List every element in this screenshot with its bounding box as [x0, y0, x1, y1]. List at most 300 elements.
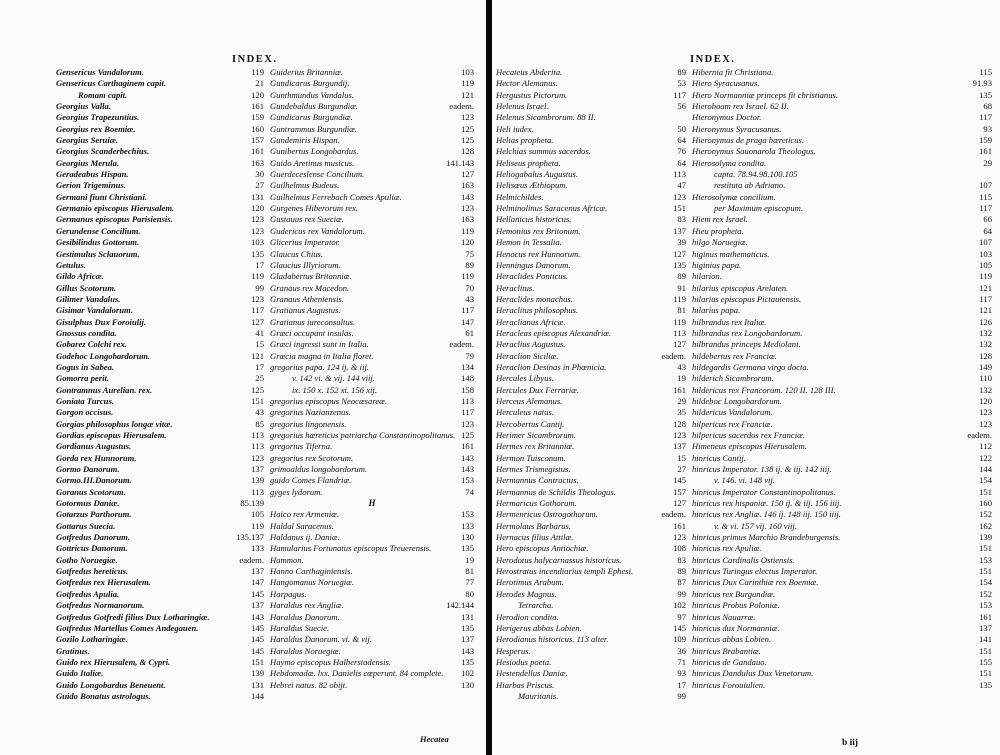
index-entry	[270, 430, 474, 441]
entry-term: hinricus rex Angliæ. 146 ij. 148 iij. 150 iiij.	[692, 509, 841, 520]
index-entry	[692, 112, 992, 123]
entry-page-number: 108	[673, 543, 686, 554]
entry-page-number: 163	[461, 180, 474, 191]
entry-page-number: 144	[979, 464, 992, 475]
entry-term: hinricus de Gandauo.	[692, 656, 767, 667]
entry-term: Germanus episcopus Parisiensis.	[56, 214, 173, 225]
page-header-right: INDEX.	[690, 54, 736, 65]
entry-page-number: 151	[251, 656, 264, 667]
index-entry	[56, 487, 264, 498]
entry-term: Hermolaus Barbarus.	[496, 520, 571, 531]
index-entry	[496, 691, 686, 702]
index-entry	[56, 521, 264, 532]
entry-term: Georgius Scanderbechius.	[56, 146, 150, 157]
entry-page-number: 61	[465, 327, 474, 338]
index-entry	[56, 339, 264, 350]
index-entry	[496, 521, 686, 532]
index-entry	[56, 271, 264, 282]
entry-term: Heraclitus philosophus.	[496, 305, 579, 316]
entry-page-number: 35	[677, 407, 686, 418]
entry-page-number: 163	[461, 214, 474, 225]
entry-term: Hibernia fit Christiana.	[692, 67, 774, 77]
index-entry	[496, 668, 686, 679]
entry-term: Gorgias philosophus longæ vitæ.	[56, 418, 173, 429]
entry-page-number: 41	[255, 327, 264, 338]
index-entry	[270, 146, 474, 157]
index-entry	[56, 112, 264, 123]
entry-term: Gotho Noruegiæ.	[56, 554, 118, 565]
index-entry	[496, 351, 686, 362]
index-entry	[496, 271, 686, 282]
index-entry	[692, 180, 992, 191]
entry-page-number: 145	[673, 475, 686, 486]
entry-page-number: 122	[979, 452, 992, 463]
entry-term: gregorius papa. 124 ij. & iij.	[270, 361, 369, 372]
entry-page-number: 157	[251, 135, 264, 146]
entry-page-number: 132	[979, 339, 992, 350]
index-entry	[270, 657, 474, 668]
index-entry	[56, 646, 264, 657]
entry-term: Gladabertus Britanniæ.	[270, 271, 352, 282]
entry-term: Haraldus Danorum.	[270, 611, 340, 622]
entry-term: Henocus rex Hunnorum.	[496, 248, 581, 259]
index-entry	[56, 555, 264, 566]
entry-term: Herodianus historicus. 113 alter.	[496, 634, 609, 645]
entry-term: Himeneus episcopus Hierusalem.	[692, 441, 807, 452]
entry-page-number: 120	[251, 89, 264, 100]
entry-page-number: 76	[677, 146, 686, 157]
entry-page-number: 36	[677, 645, 686, 656]
entry-page-number: 130	[461, 679, 474, 690]
entry-page-number: 143	[251, 611, 264, 622]
index-entry	[692, 657, 992, 668]
entry-page-number: 161	[251, 101, 264, 112]
index-entry	[496, 419, 686, 430]
entry-term: Gratianus Augustus.	[270, 305, 341, 316]
entry-term: Hieronymus Sauonarola Theologus.	[692, 146, 816, 157]
entry-term: Hieronymus Syracusanus.	[692, 123, 782, 134]
index-entry	[270, 385, 474, 396]
entry-page-number: 143	[461, 645, 474, 656]
index-entry	[56, 101, 264, 112]
index-entry	[56, 192, 264, 203]
entry-page-number: 157	[673, 486, 686, 497]
index-entry	[496, 214, 686, 225]
index-column-right-2	[692, 67, 992, 691]
entry-term: Gotfredus hereticus.	[56, 566, 129, 577]
index-entry	[270, 351, 474, 362]
entry-term: Guiderius Britanniæ.	[270, 67, 344, 77]
entry-page-number: 125	[461, 123, 474, 134]
entry-page-number: 105	[251, 509, 264, 520]
entry-page-number: 117	[979, 293, 992, 304]
entry-page-number: 107	[979, 180, 992, 191]
entry-term: Gerion Trigeminus.	[56, 180, 126, 191]
entry-term: Haraldus rex Angliæ.	[270, 600, 344, 611]
entry-term: hinricus rex Burgundiæ.	[692, 588, 776, 599]
entry-page-number: 145	[251, 634, 264, 645]
index-entry	[692, 169, 992, 180]
index-entry	[496, 339, 686, 350]
entry-term: Gotarzus Parthorum.	[56, 509, 132, 520]
entry-page-number: 70	[465, 282, 474, 293]
index-entry	[270, 589, 474, 600]
entry-page-number: 103	[461, 67, 474, 77]
index-entry	[496, 475, 686, 486]
entry-term: hinricus Nauarræ.	[692, 611, 756, 622]
index-entry	[692, 600, 992, 611]
entry-page-number: 153	[979, 554, 992, 565]
entry-term: Hiero Syracusanus.	[692, 78, 760, 89]
index-entry	[270, 158, 474, 169]
entry-page-number: 159	[251, 112, 264, 123]
entry-page-number: eadem.	[239, 554, 264, 565]
entry-page-number: 119	[251, 520, 264, 531]
index-entry	[270, 566, 474, 577]
entry-term: Gontramnus Aurelian. rex.	[56, 384, 153, 395]
index-entry	[270, 180, 474, 191]
index-entry	[496, 623, 686, 634]
entry-term: Hemonius rex Britonum.	[496, 225, 581, 236]
entry-term: Heraclion Siciliæ.	[496, 350, 559, 361]
entry-term: Heraclion Desinas in Phœnicia.	[496, 361, 607, 372]
index-entry	[56, 577, 264, 588]
entry-term: Herodes Magnus.	[496, 588, 557, 599]
index-entry	[496, 362, 686, 373]
entry-term: hilpericus rex Franciæ.	[692, 418, 773, 429]
index-entry	[270, 464, 474, 475]
entry-page-number: 17	[677, 679, 686, 690]
entry-page-number: 68	[983, 101, 992, 112]
index-entry	[56, 691, 264, 702]
entry-term: Hierosolyma condita.	[692, 157, 767, 168]
entry-page-number: 139	[251, 475, 264, 486]
entry-term: Germani fiunt Christiani.	[56, 191, 147, 202]
entry-term: capta. 78.94.98.100.105	[714, 169, 798, 180]
index-entry	[496, 657, 686, 668]
entry-page-number: 161	[251, 146, 264, 157]
index-entry	[496, 260, 686, 271]
index-entry	[56, 509, 264, 520]
entry-page-number: 121	[979, 282, 992, 293]
index-entry	[56, 214, 264, 225]
index-entry	[692, 419, 992, 430]
index-entry	[270, 612, 474, 623]
entry-term: Gordias episcopus Hierusalem.	[56, 430, 167, 440]
index-entry	[56, 543, 264, 554]
index-entry	[692, 623, 992, 634]
entry-term: Helchias summus sacerdos.	[496, 146, 591, 157]
entry-term: ix. 150 x. 152 xi. 156 xij.	[292, 384, 377, 395]
entry-term: Gensericus Vandalorum.	[56, 67, 144, 77]
entry-term: Georgius Merula.	[56, 157, 120, 168]
entry-term: Gunibertus Longobardus.	[270, 146, 359, 157]
index-entry	[692, 521, 992, 532]
index-entry	[692, 305, 992, 316]
entry-term: gyges lydorum.	[270, 486, 323, 497]
entry-page-number: eadem.	[661, 350, 686, 361]
index-entry	[496, 101, 686, 112]
index-entry	[496, 509, 686, 520]
entry-page-number: 85.139	[240, 498, 264, 509]
entry-term: Hercobertus Cantij.	[496, 418, 565, 429]
entry-term: Haico rex Armeniæ.	[270, 509, 339, 520]
entry-term: Herodotus halycarnassus historicus.	[496, 554, 622, 565]
entry-term: Gerundense Concilium.	[56, 225, 141, 236]
index-entry	[56, 464, 264, 475]
entry-term: Heli iudex.	[496, 123, 534, 134]
entry-page-number: 102	[461, 668, 474, 679]
index-entry	[56, 634, 264, 645]
entry-term: Hieronymus de praga hæreticus.	[692, 135, 805, 146]
index-entry	[270, 260, 474, 271]
entry-page-number: 119	[979, 271, 992, 282]
entry-page-number: 113	[673, 327, 686, 338]
entry-page-number: eadem.	[449, 101, 474, 112]
entry-term: Hiem rex Israel.	[692, 214, 748, 225]
index-entry	[56, 419, 264, 430]
index-entry	[56, 430, 264, 441]
entry-page-number: 125	[461, 430, 474, 440]
index-entry	[496, 249, 686, 260]
entry-term: Gordianus Augustus.	[56, 441, 132, 452]
index-entry	[496, 646, 686, 657]
entry-term: Gunthmundus Vandalus.	[270, 89, 355, 100]
entry-page-number: 141.143	[446, 157, 474, 168]
entry-term: Guilhelmus Ferrebach Comes Apuliæ.	[270, 191, 402, 202]
entry-page-number: 125	[251, 384, 264, 395]
entry-page-number: 161	[673, 520, 686, 531]
entry-page-number: 151	[979, 668, 992, 679]
entry-page-number: 117	[979, 203, 992, 214]
index-entry	[270, 396, 474, 407]
entry-page-number: 127	[673, 498, 686, 509]
entry-term: Gisulphus Dux Foroiulij.	[56, 316, 147, 327]
entry-page-number: 89	[677, 271, 686, 282]
index-entry	[496, 328, 686, 339]
index-entry	[692, 589, 992, 600]
index-entry	[56, 226, 264, 237]
index-entry	[56, 328, 264, 339]
index-entry	[270, 634, 474, 645]
entry-page-number: 50	[677, 123, 686, 134]
entry-page-number: 113	[251, 430, 264, 440]
index-entry	[56, 441, 264, 452]
entry-page-number: 132	[979, 327, 992, 338]
index-entry	[496, 169, 686, 180]
entry-term: Guido Italiæ.	[56, 668, 104, 679]
entry-term: Herimer Sicambrorum.	[496, 430, 576, 440]
index-entry	[270, 475, 474, 486]
index-entry	[56, 532, 264, 543]
index-entry	[56, 237, 264, 248]
index-entry	[56, 351, 264, 362]
entry-page-number: 161	[979, 611, 992, 622]
entry-term: Guido Aretinus musicus.	[270, 157, 355, 168]
entry-term: hinricus dux Normanniæ.	[692, 622, 780, 633]
entry-term: Gotfredus Danorum.	[56, 532, 131, 543]
entry-page-number: 115	[979, 191, 992, 202]
entry-page-number: 127	[251, 316, 264, 327]
entry-page-number: 161	[673, 384, 686, 395]
entry-term: Gozilo Lotharingiæ.	[56, 634, 128, 645]
entry-page-number: 133	[461, 520, 474, 531]
entry-term: Tetrarcha.	[518, 600, 554, 611]
entry-term: Heliseus propheta.	[496, 157, 561, 168]
entry-term: Hamularius Fortunatus episcopus Treuerensis.	[270, 543, 432, 554]
entry-term: Guilhelmus Budeus.	[270, 180, 340, 191]
entry-page-number: 143	[461, 464, 474, 475]
entry-term: Hermenricus Ostrogothorum.	[496, 509, 598, 520]
entry-term: guido Comes Flandriæ.	[270, 475, 352, 486]
entry-term: Gnossus condita.	[56, 327, 117, 338]
entry-term: grimoaldus longobardorum.	[270, 464, 368, 475]
index-entry	[692, 430, 992, 441]
index-entry	[270, 237, 474, 248]
index-entry	[496, 532, 686, 543]
index-entry	[496, 305, 686, 316]
entry-term: hinricus abbas Lobien.	[692, 634, 772, 645]
entry-term: hinricus Turingus electus Imperator.	[692, 566, 818, 577]
entry-term: Gotfredus Apulia.	[56, 588, 120, 599]
entry-page-number: 25	[255, 373, 264, 384]
page-header-left: INDEX.	[232, 54, 278, 65]
entry-term: Haraldus Danorum. vi. & vij.	[270, 634, 372, 645]
index-entry	[692, 237, 992, 248]
entry-page-number: 119	[673, 293, 686, 304]
entry-page-number: 27	[255, 180, 264, 191]
entry-page-number: 113	[461, 395, 474, 406]
index-entry	[692, 214, 992, 225]
entry-term: Hernacus filius Attilæ.	[496, 532, 574, 543]
entry-page-number: 127	[673, 248, 686, 259]
entry-page-number: 109	[673, 634, 686, 645]
index-entry	[270, 600, 474, 611]
index-entry	[692, 362, 992, 373]
entry-page-number: 128	[673, 418, 686, 429]
entry-page-number: 151	[979, 543, 992, 554]
entry-page-number: 141	[979, 634, 992, 645]
entry-page-number: 137	[461, 634, 474, 645]
entry-page-number: 103	[979, 248, 992, 259]
entry-term: Hieronymus Doctor.	[692, 112, 762, 123]
entry-page-number: 119	[251, 271, 264, 282]
entry-page-number: 133	[251, 543, 264, 554]
entry-term: Heraclitus.	[496, 282, 535, 293]
index-entry	[692, 509, 992, 520]
entry-page-number: 123	[673, 430, 686, 440]
entry-page-number: 64	[677, 135, 686, 146]
entry-page-number: 21	[255, 78, 264, 89]
entry-term: Gotfredus Gotfredi filius Dux Lotharingiæ.	[56, 611, 210, 622]
entry-page-number: 128	[461, 146, 474, 157]
entry-term: v. 146. vi. 148 vij.	[714, 475, 775, 486]
index-entry	[496, 294, 686, 305]
entry-page-number: eadem.	[449, 339, 474, 350]
entry-term: Gormo.III.Danorum.	[56, 475, 132, 486]
entry-page-number: 123	[251, 214, 264, 225]
index-entry	[270, 305, 474, 316]
entry-page-number: 147	[461, 316, 474, 327]
index-entry	[270, 169, 474, 180]
entry-term: Hecateus Abderita.	[496, 67, 563, 77]
index-entry	[56, 362, 264, 373]
entry-term: Gundicarus Burgundiæ.	[270, 112, 353, 123]
entry-term: hilbrandus rex Longobardorum.	[692, 327, 803, 338]
entry-term: Hanno Carthaginiensis.	[270, 566, 353, 577]
index-entry	[270, 328, 474, 339]
entry-term: hilgo Noruegiæ.	[692, 237, 748, 248]
index-column-right-1	[496, 67, 686, 702]
entry-term: Glicerius Imperator.	[270, 237, 341, 248]
entry-page-number: 56	[677, 101, 686, 112]
section-letter-text: H	[368, 498, 376, 509]
entry-page-number: 107	[979, 237, 992, 248]
entry-term: Helminolinus Saracenus Africæ.	[496, 203, 608, 214]
index-entry	[496, 203, 686, 214]
entry-page-number: 130	[461, 532, 474, 543]
index-entry	[496, 498, 686, 509]
entry-term: Gottricus Danorum.	[56, 543, 128, 554]
entry-term: Græci ingressi sunt in Italia.	[270, 339, 369, 350]
entry-page-number: 158	[461, 384, 474, 395]
entry-term: hilbrandus rex Italiæ.	[692, 316, 767, 327]
entry-page-number: 117	[461, 407, 474, 418]
entry-term: Goranus Scotorum.	[56, 486, 126, 497]
entry-page-number: 160	[979, 498, 992, 509]
index-entry	[56, 498, 264, 509]
entry-page-number: 139	[251, 668, 264, 679]
index-entry	[692, 135, 992, 146]
entry-term: Gudericus rex Vandalorum.	[270, 225, 365, 236]
entry-page-number: 135	[673, 259, 686, 270]
entry-page-number: 66	[983, 214, 992, 225]
entry-term: Gundemiris Hispan.	[270, 135, 340, 146]
index-entry	[270, 532, 474, 543]
entry-page-number: 123	[461, 418, 474, 429]
entry-page-number: 123	[461, 112, 474, 123]
entry-page-number: 105	[979, 259, 992, 270]
index-entry	[692, 90, 992, 101]
entry-term: Guerdeceslense Concilium.	[270, 169, 365, 180]
entry-page-number: 135	[251, 248, 264, 259]
entry-term: Hermes Trismegistus.	[496, 464, 571, 475]
index-entry	[692, 271, 992, 282]
entry-term: Germanio episcopus Hierusalem.	[56, 203, 175, 214]
entry-page-number: 125	[461, 135, 474, 146]
entry-term: Hermes rex Britanniæ.	[496, 441, 575, 452]
entry-page-number: 103	[251, 237, 264, 248]
entry-page-number: 119	[461, 225, 474, 236]
entry-term: Guido rex Hierusalem, & Cypri.	[56, 656, 171, 667]
entry-term: hinricus primus Marchio Brandeburgensis.	[692, 532, 841, 543]
index-entry	[56, 67, 264, 78]
entry-page-number: 149	[979, 361, 992, 372]
index-entry	[692, 680, 992, 691]
entry-term: hildericus Vandalorum.	[692, 407, 773, 418]
index-entry	[270, 521, 474, 532]
entry-term: Heraclides monachus.	[496, 293, 573, 304]
index-entry	[692, 192, 992, 203]
entry-page-number: 123	[979, 418, 992, 429]
entry-term: Gillus Scotorum.	[56, 282, 117, 293]
entry-page-number: 43	[677, 361, 686, 372]
entry-page-number: 74	[465, 486, 474, 497]
entry-page-number: 19	[465, 554, 474, 565]
entry-term: Geradeabus Hispan.	[56, 169, 129, 180]
entry-page-number: 112	[979, 441, 992, 452]
entry-term: Hercules Dux Ferrariæ.	[496, 384, 579, 395]
